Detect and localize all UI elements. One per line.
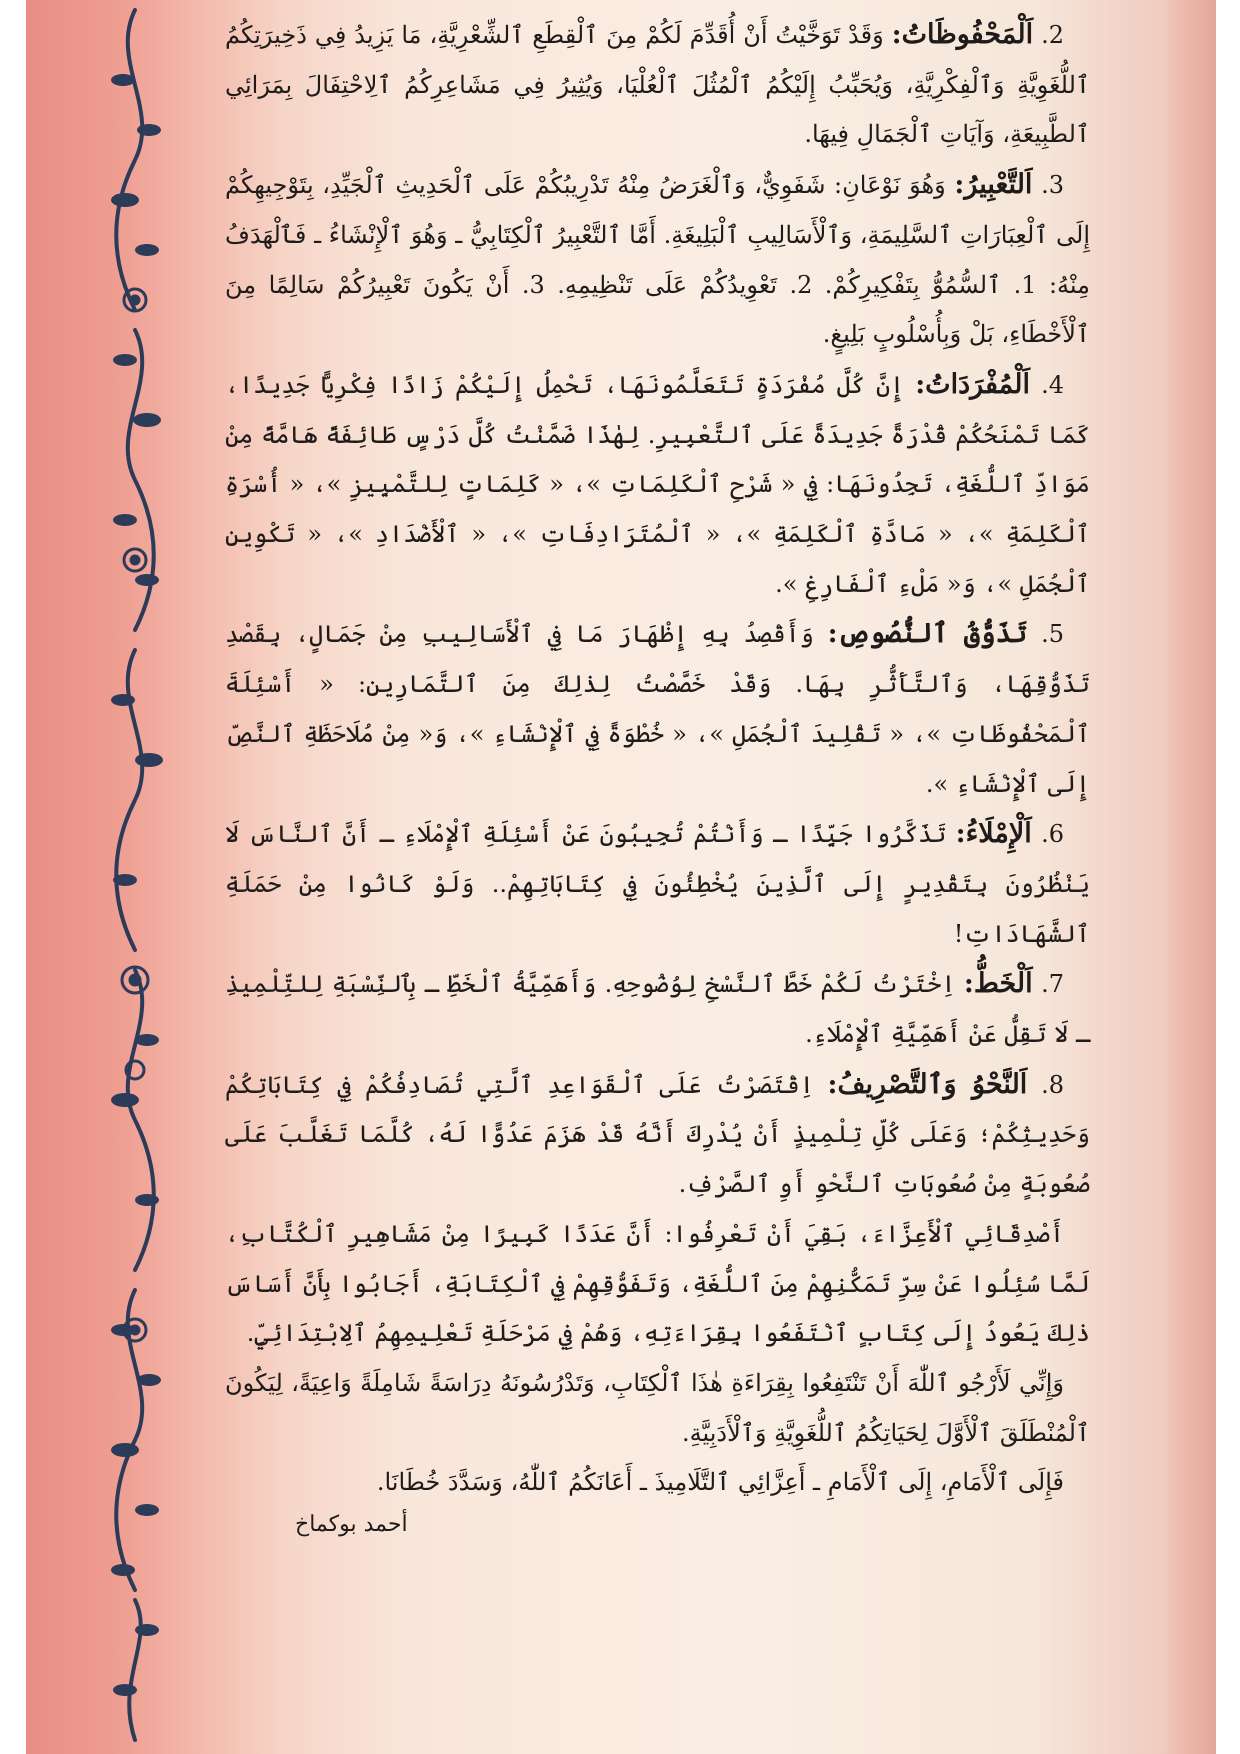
section-2 bbox=[225, 10, 1090, 160]
section-4 bbox=[225, 360, 1090, 610]
section-number: 6. bbox=[1041, 820, 1064, 849]
section-body: وَهُوَ نَوْعَانِ: شَفَوِيٌّ، وَٱلْغَرَضُ مِنْهُ تَدْرِيبُكُمْ عَلَى ٱلْحَدِيثِ ٱلْجَيِّدِ، بِتَوْجِيهِكُمْ إِلَى ٱلْعِبَارَاتِ ٱلسَّلِيمَةِ، وَٱلْأَسَالِيبِ ٱلْبَلِيغَةِ. أَمَّا ٱلتَّعْبِيرُ ٱلْكِتَابِيُّ ـ وَهُوَ ٱلْإِنْشَاءُ ـ فَٱلْهَدَفُ مِنْهُ: 1. ٱلسُّمُوُّ بِتَفْكِيرِكُمْ. 2. تَعْوِيدُكُمْ عَلَى تَنْظِيمِهِ. 3. أَنْ يَكُونَ تَعْبِيرُكُمْ سَالِمًا مِنَ ٱلْأَخْطَاءِ، بَلْ وَبِأُسْلُوبٍ بَلِيغٍ. bbox=[225, 171, 1090, 349]
section-title: اَلْمَحْفُوظَاتُ: bbox=[891, 19, 1034, 50]
section-body: اِخْتَرْتُ لَكُمْ خَطَّ ٱلنَّسْخِ لِوُضُوحِهِ. وَأَهَمِّيَّةُ ٱلْخَطِّ ـ بِٱلنِّسْبَةِ لِلتِّلْمِيذِ ـ لَا تَقِلُّ عَنْ أَهَمِّيَّةِ ٱلْإِمْلَاءِ. bbox=[225, 970, 1090, 1049]
section-number: 2. bbox=[1041, 21, 1064, 49]
decorative-floral-border bbox=[105, 0, 165, 1754]
author-signature: أحمد بوكماخ bbox=[295, 1512, 408, 1538]
section-3 bbox=[225, 160, 1090, 360]
section-number: 3. bbox=[1041, 171, 1064, 200]
section-5 bbox=[225, 609, 1090, 809]
section-body: اِقْتَصَرْتُ عَلَى ٱلْقَوَاعِدِ ٱلَّتِي تُصَادِفُكُمْ فِي كِتَابَاتِكُمْ وَحَدِيثِكُمْ؛ وَعَلَى كُلِّ تِلْمِيذٍ أَنْ يُدْرِكَ أَنَّهُ قَدْ هَزَمَ عَدُوًّا لَهُ، كُلَّمَا تَغَلَّبَ عَلَى صُعُوبَةٍ مِنْ صُعُوبَاتِ ٱلنَّحْوِ أَوِ ٱلصَّرْفِ. bbox=[225, 1070, 1090, 1199]
section-title: تَذَوُّقُ ٱلنُّصُوصِ: bbox=[827, 618, 1028, 650]
section-title: اَلْمُفْرَدَاتُ: bbox=[915, 368, 1030, 400]
section-title: اَلْإِمْلَاءُ: bbox=[955, 818, 1032, 850]
page-right-edge bbox=[1162, 0, 1216, 1754]
section-title: اَلْخَطُّ: bbox=[963, 968, 1033, 1000]
document-text bbox=[225, 10, 1090, 1745]
section-7 bbox=[225, 959, 1090, 1059]
section-body: وَأَقْصِدُ بِهِ إِظْهَارَ مَا فِي ٱلْأَسَالِيبِ مِنْ جَمَالٍ، بِقَصْدِ تَذَوُّقِهَا، وَٱلتَّأَثُّرِ بِهَا. وَقَدْ خَصَّصْتُ لِذٰلِكَ مِنَ ٱلتَّمَارِينِ: « أَسْئِلَةَ ٱلْمَحْفُوظَاتِ »، « تَقْلِيدَ ٱلْجُمَلِ »، « خُطْوَةً فِي ٱلْإِنْشَاءِ »، وَ« مِنْ مُلَاحَظَةِ ٱلنَّصِّ إِلَى ٱلْإِنْشَاءِ ». bbox=[225, 620, 1090, 798]
section-title: اَلتَّعْبِيرُ: bbox=[954, 169, 1033, 201]
section-body: وَقَدْ تَوَخَّيْتُ أَنْ أُقَدِّمَ لَكُمْ مِنَ ٱلْقِطَعِ ٱلشِّعْرِيَّةِ، مَا يَزِيدُ فِي ذَخِيرَتِكُمُ ٱللُّغَوِيَّةِ وَٱلْفِكْرِيَّةِ، وَيُحَبِّبُ إِلَيْكُمُ ٱلْمُثُلَ ٱلْعُلْيَا، وَيُثِيرُ فِي مَشَاعِرِكُمُ ٱلِاحْتِفَالَ بِمَرَائِي ٱلطَّبِيعَةِ، وَآيَاتِ ٱلْجَمَالِ فِيهَا. bbox=[225, 21, 1090, 149]
section-title: اَلنَّحْوُ وَٱلتَّصْرِيفُ: bbox=[827, 1068, 1028, 1100]
closing-paragraph-1: أَصْدِقَائِي ٱلْأَعِزَّاءَ، بَقِيَ أَنْ تَعْرِفُوا: أَنَّ عَدَدًا كَبِيرًا مِنْ مَشَاهِيرِ ٱلْكُتَّابِ، لَمَّا سُئِلُوا عَنْ سِرِّ تَمَكُّنِهِمْ مِنَ ٱللُّغَةِ، وَتَفَوُّقِهِمْ فِي ٱلْكِتَابَةِ، أَجَابُوا بِأَنَّ أَسَاسَ ذٰلِكَ يَعُودُ إِلَى كِتَابٍ ٱنْتَفَعُوا بِقِرَاءَتِهِ، وَهُمْ فِي مَرْحَلَةِ تَعْلِيمِهِمُ ٱلِابْتِدَائِيِّ. bbox=[225, 1219, 1090, 1348]
closing-paragraph-3: فَإِلَى ٱلْأَمَامِ، إِلَى ٱلْأَمَامِ ـ أَعِزَّائِي ٱلتَّلَامِيذَ ـ أَعَانَكُمُ ٱللّٰهُ، وَسَدَّدَ خُطَانَا. bbox=[376, 1468, 1064, 1497]
section-number: 5. bbox=[1041, 620, 1065, 649]
section-number: 7. bbox=[1041, 970, 1064, 999]
section-body: إِنَّ كُلَّ مُفْرَدَةٍ تَتَعَلَّمُونَهَا، تَحْمِلُ إِلَيْكُمْ زَادًا فِكْرِيًّا جَدِيدًا، كَمَا تَمْنَحُكُمْ قُدْرَةً جَدِيدَةً عَلَى ٱلتَّعْبِيرِ. لِهٰذَا ضَمَّنْتُ كُلَّ دَرْسٍ طَائِفَةً هَامَّةً مِنْ مَوَادِّ ٱللُّغَةِ، تَجِدُونَهَا: فِي « شَرْحِ ٱلْكَلِمَاتِ »، « كَلِمَاتٍ لِلتَّمْيِيزِ »، « أُسْرَةِ ٱلْكَلِمَةِ »، « مَادَّةِ ٱلْكَلِمَةِ »، « ٱلْمُتَرَادِفَاتِ »، « ٱلْأَضْدَادِ »، « تَكْوِينِ ٱلْجُمَلِ »، وَ« مَلْءِ ٱلْفَارِغِ ». bbox=[225, 370, 1090, 598]
section-number: 4. bbox=[1041, 370, 1064, 399]
section-body: تَذَكَّرُوا جَيِّدًا ـ وَأَنْتُمْ تُجِيبُونَ عَنْ أَسْئِلَةِ ٱلْإِمْلَاءِ ـ أَنَّ ٱلنَّاسَ لَا يَنْظُرُونَ بِتَقْدِيرٍ إِلَى ٱلَّذِينَ يُخْطِئُونَ فِي كِتَابَاتِهِمْ.. وَلَوْ كَانُوا مِنْ حَمَلَةِ ٱلشَّهَادَاتِ! bbox=[225, 820, 1090, 948]
section-number: 8. bbox=[1041, 1070, 1064, 1099]
section-6 bbox=[225, 809, 1090, 959]
closing-paragraph-2: وَإِنِّي لَأَرْجُو ٱللّٰهَ أَنْ تَنْتَفِعُوا بِقِرَاءَةِ هٰذَا ٱلْكِتَابِ، وَتَدْرُسُونَهُ دِرَاسَةً شَامِلَةً وَاعِيَةً، لِيَكُونَ ٱلْمُنْطَلَقَ ٱلْأَوَّلَ لِحَيَاتِكُمُ ٱللُّغَوِيَّةِ وَٱلْأَدَبِيَّةِ. bbox=[225, 1368, 1090, 1447]
section-8 bbox=[225, 1060, 1090, 1210]
